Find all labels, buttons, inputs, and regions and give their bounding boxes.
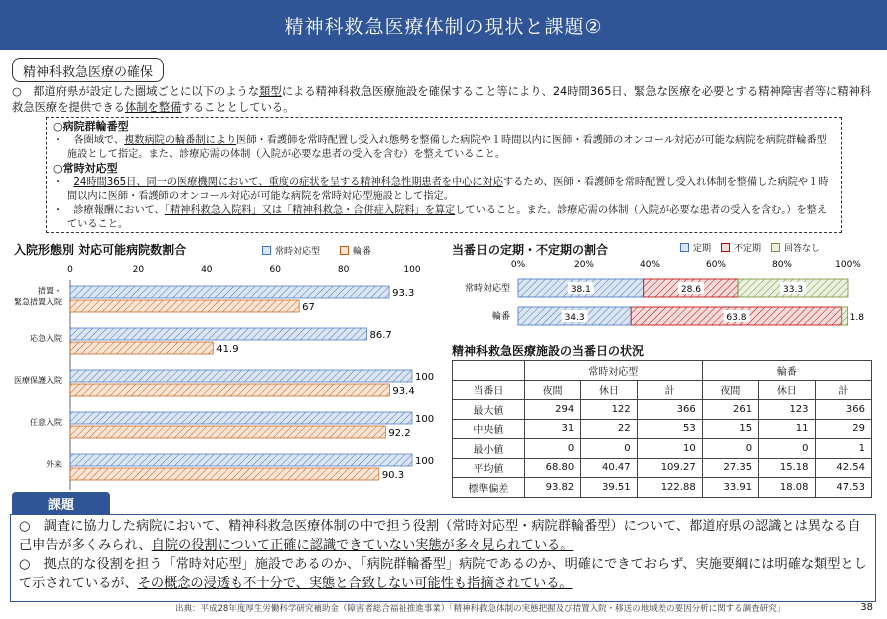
- bar-value-label: 100: [415, 372, 435, 383]
- intro-bullet: ○: [12, 85, 22, 98]
- table-row: [453, 458, 872, 478]
- category-label: 外来: [46, 460, 62, 469]
- segment-value-label: 34.3: [564, 313, 585, 323]
- table-cell: 0: [581, 439, 637, 459]
- table-column-header: 夜間: [524, 380, 580, 400]
- table-cell: 261: [702, 400, 758, 420]
- stacked-segment: [842, 307, 848, 325]
- table-corner: [453, 361, 525, 381]
- page-header: [0, 0, 887, 50]
- segment-value-label: 38.1: [570, 285, 591, 295]
- intro-text: 類型: [259, 85, 282, 98]
- intro-paragraph: [12, 84, 874, 116]
- issue-1: [19, 517, 867, 555]
- table-cell: 31: [524, 419, 580, 439]
- x-tick-label: 20%: [573, 260, 595, 270]
- table-cell: 47.53: [815, 478, 871, 498]
- table-cell: 29: [815, 419, 871, 439]
- stacked-chart-title: 当番日の定期・不定期の割合: [452, 243, 609, 257]
- fixed-type-desc1: [53, 176, 835, 204]
- table-cell: 366: [637, 400, 702, 420]
- table-cell: 122: [581, 400, 637, 420]
- table-cell: 68.80: [524, 458, 580, 478]
- issue-text: 自院の役割について正確に認識できていない実態が多々見られている。: [151, 538, 574, 553]
- desc-text: するため、医師・看護師を常時配置し受入れ体制を整備した病院や１時間以内に医師・看護師のオンコール対応が可能な病院を常時対応型施設として指定。: [67, 177, 829, 202]
- category-label: 医療保護入院: [14, 376, 62, 385]
- bullet: ・: [53, 205, 64, 216]
- segment-value-label: 1.8: [849, 313, 864, 323]
- desc-text: 各圏域で、: [73, 135, 125, 146]
- table-column-header: 休日: [581, 380, 637, 400]
- issues-box: [10, 514, 876, 602]
- legend-swatch-fixed: [262, 246, 271, 255]
- issue-2: [19, 555, 867, 593]
- table-cell: 109.27: [637, 458, 702, 478]
- segment-value-label: 28.6: [680, 285, 701, 295]
- table-column-header: 休日: [759, 380, 815, 400]
- bar: [70, 300, 299, 312]
- x-tick-label: 20: [132, 265, 145, 275]
- desc-text: 複数病院の輪番制により: [124, 135, 237, 146]
- category-label: 常時対応型: [464, 284, 510, 294]
- x-tick-label: 40: [201, 265, 213, 275]
- legend-swatch-rotation: [340, 246, 349, 255]
- table-column-header: 計: [637, 380, 702, 400]
- bar: [70, 468, 379, 480]
- page-number: 38: [860, 602, 873, 613]
- category-label: 措置・: [38, 286, 62, 296]
- x-tick-label: 80: [337, 265, 350, 275]
- row-label: 平均値: [453, 458, 525, 478]
- table-cell: 0: [702, 439, 758, 459]
- row-label: 最小値: [453, 439, 525, 459]
- table-cell: 0: [524, 439, 580, 459]
- stacked-chart-legend: [680, 241, 820, 254]
- x-tick-label: 60%: [705, 260, 727, 270]
- bar: [70, 370, 412, 382]
- legend-label: 定期: [693, 244, 712, 254]
- legend-swatch-irregular: [721, 243, 730, 252]
- bar: [70, 412, 412, 424]
- bar: [70, 426, 385, 438]
- table-cell: 366: [815, 400, 871, 420]
- table-row: [453, 400, 872, 420]
- bar-value-label: 93.4: [392, 386, 415, 397]
- source-note: 出典：平成28年度厚生労働科学研究補助金（障害者総合福祉推進事業）「精神科救急体制の実態把握及び措置入院・移送の地域差の要因分析に関する調査研究」: [175, 604, 786, 614]
- table-header-row: [453, 380, 872, 400]
- table-row: [453, 419, 872, 439]
- x-tick-label: 100: [403, 265, 421, 275]
- table-cell: 10: [637, 439, 702, 459]
- legend-label: 不定期: [734, 244, 762, 254]
- bar: [70, 286, 389, 298]
- x-tick-label: 100%: [835, 260, 861, 270]
- table-row: [453, 439, 872, 459]
- page-title: 精神科救急医療体制の現状と課題②: [284, 15, 603, 38]
- group-type-title: ○病院群輪番型: [53, 120, 129, 133]
- intro-text: 体制を整備: [124, 101, 182, 114]
- category-label: 緊急措置入院: [14, 297, 62, 307]
- table-cell: 294: [524, 400, 580, 420]
- table-cell: 53: [637, 419, 702, 439]
- table-cell: 93.82: [524, 478, 580, 498]
- duty-days-table: [452, 360, 872, 498]
- desc-text: 24時間365日、同一の医療機関において、重度の症状を呈する精神科急性期患者を中心に対応: [73, 177, 503, 188]
- fixed-type-desc2: [53, 204, 835, 232]
- legend-swatch-regular: [680, 243, 689, 252]
- table-cell: 123: [759, 400, 815, 420]
- table-cell: 15: [702, 419, 758, 439]
- segment-value-label: 63.8: [726, 313, 747, 323]
- bar-value-label: 86.7: [369, 330, 392, 341]
- table-cell: 40.47: [581, 458, 637, 478]
- table-cell: 42.54: [815, 458, 871, 478]
- category-label: 応急入院: [30, 334, 62, 343]
- desc-text: 医師・看護師を常時配置し受入れ態勢を整備した病院や１時間以内に医師・看護師のオンコール対応が可能な病院を病院群輪番型施設として指定。また、診療応需の体制（入院が必要な患者の受入を含む）を整えていること。: [67, 135, 827, 160]
- bar-chart-legend: [262, 244, 371, 257]
- table-cell: 15.18: [759, 458, 815, 478]
- table-group-header-row: [453, 361, 872, 381]
- segment-value-label: 33.3: [783, 285, 804, 295]
- bar: [70, 328, 367, 340]
- table-column-header: 当番日: [453, 380, 525, 400]
- group-type-desc: [53, 134, 835, 162]
- table-cell: 33.91: [702, 478, 758, 498]
- table-cell: 18.08: [759, 478, 815, 498]
- intro-text: による精神科救急医療施設を確保すること等により、24時間365日、緊急な医療を必要とする精神障害者等に精神科救急医療を提供できる: [12, 85, 872, 114]
- intro-text: 都道府県が設定した圏域ごとに以下のような: [33, 85, 260, 98]
- table-cell: 22: [581, 419, 637, 439]
- desc-text: していること。また、診療応需の体制（入院が必要な患者の受入を含む。）を整えていること。: [67, 205, 828, 230]
- bar-value-label: 41.9: [216, 344, 239, 355]
- table-cell: 0: [759, 439, 815, 459]
- table-row: [453, 478, 872, 498]
- category-label: 輪番: [491, 312, 510, 322]
- bar-value-label: 67: [302, 302, 315, 313]
- issues-tab: 課題: [12, 492, 110, 514]
- bar-value-label: 100: [415, 414, 435, 425]
- legend-label: 回答なし: [784, 244, 821, 254]
- desc-text: 診療報酬において、: [73, 205, 165, 216]
- x-tick-label: 0%: [510, 260, 526, 270]
- intro-text: することとしている。: [181, 101, 295, 114]
- legend-swatch-none: [771, 243, 780, 252]
- legend-label: 輪番: [353, 247, 372, 257]
- bullet: ・: [53, 135, 64, 146]
- row-label: 最大値: [453, 400, 525, 420]
- bullet: ○: [19, 519, 31, 534]
- issue-text: 拠点的な役割を担う「常時対応型」施設であるのか、「病院群輪番型」病院であるのか、明確にできておらず、実施要綱には明確な類型として示されているが、: [19, 557, 867, 591]
- table-cell: 1: [815, 439, 871, 459]
- table-cell: 39.51: [581, 478, 637, 498]
- row-label: 中央値: [453, 419, 525, 439]
- section-label: 精神科救急医療の確保: [12, 58, 164, 82]
- bar-value-label: 90.3: [381, 470, 405, 481]
- bar-value-label: 100: [415, 456, 435, 467]
- x-tick-label: 80%: [771, 260, 793, 270]
- bar-chart: [0, 258, 440, 490]
- bar: [70, 342, 213, 354]
- row-label: 標準偏差: [453, 478, 525, 498]
- bar-value-label: 92.2: [388, 428, 411, 439]
- table-group-header: 常時対応型: [524, 361, 702, 381]
- x-tick-label: 60: [269, 265, 281, 275]
- bullet: ○: [19, 557, 31, 572]
- bar: [70, 454, 412, 466]
- category-label: 任意入院: [30, 418, 62, 427]
- legend-label: 常時対応型: [275, 247, 321, 257]
- table-cell: 27.35: [702, 458, 758, 478]
- facility-types-box: [46, 117, 842, 233]
- desc-text: 「精神科救急入院料」又は「精神科救急・合併症入院料」を算定: [164, 205, 456, 216]
- x-tick-label: 40%: [639, 260, 661, 270]
- issue-text: 調査に協力した病院において、精神科救急医療体制の中で担う役割（常時対応型・病院群輪番型）について、都道府県の認識とは異なる自己申告が多くみられ、: [19, 519, 861, 553]
- bar: [70, 384, 389, 396]
- stacked-chart: [450, 254, 880, 338]
- duty-table-title: 精神科救急医療施設の当番日の状況: [452, 344, 645, 358]
- table-column-header: 夜間: [702, 380, 758, 400]
- bar-chart-title: 入院形態別 対応可能病院数割合: [14, 243, 187, 257]
- issue-text: その概念の浸透も不十分で、実態と合致しない可能性も指摘されている。: [137, 576, 573, 591]
- bar-value-label: 93.3: [392, 288, 415, 299]
- fixed-type-title: ○常時対応型: [53, 162, 118, 175]
- table-column-header: 計: [815, 380, 871, 400]
- table-cell: 122.88: [637, 478, 702, 498]
- table-group-header: 輪番: [702, 361, 871, 381]
- bullet: ・: [53, 177, 64, 188]
- x-tick-label: 0: [67, 265, 73, 275]
- table-cell: 11: [759, 419, 815, 439]
